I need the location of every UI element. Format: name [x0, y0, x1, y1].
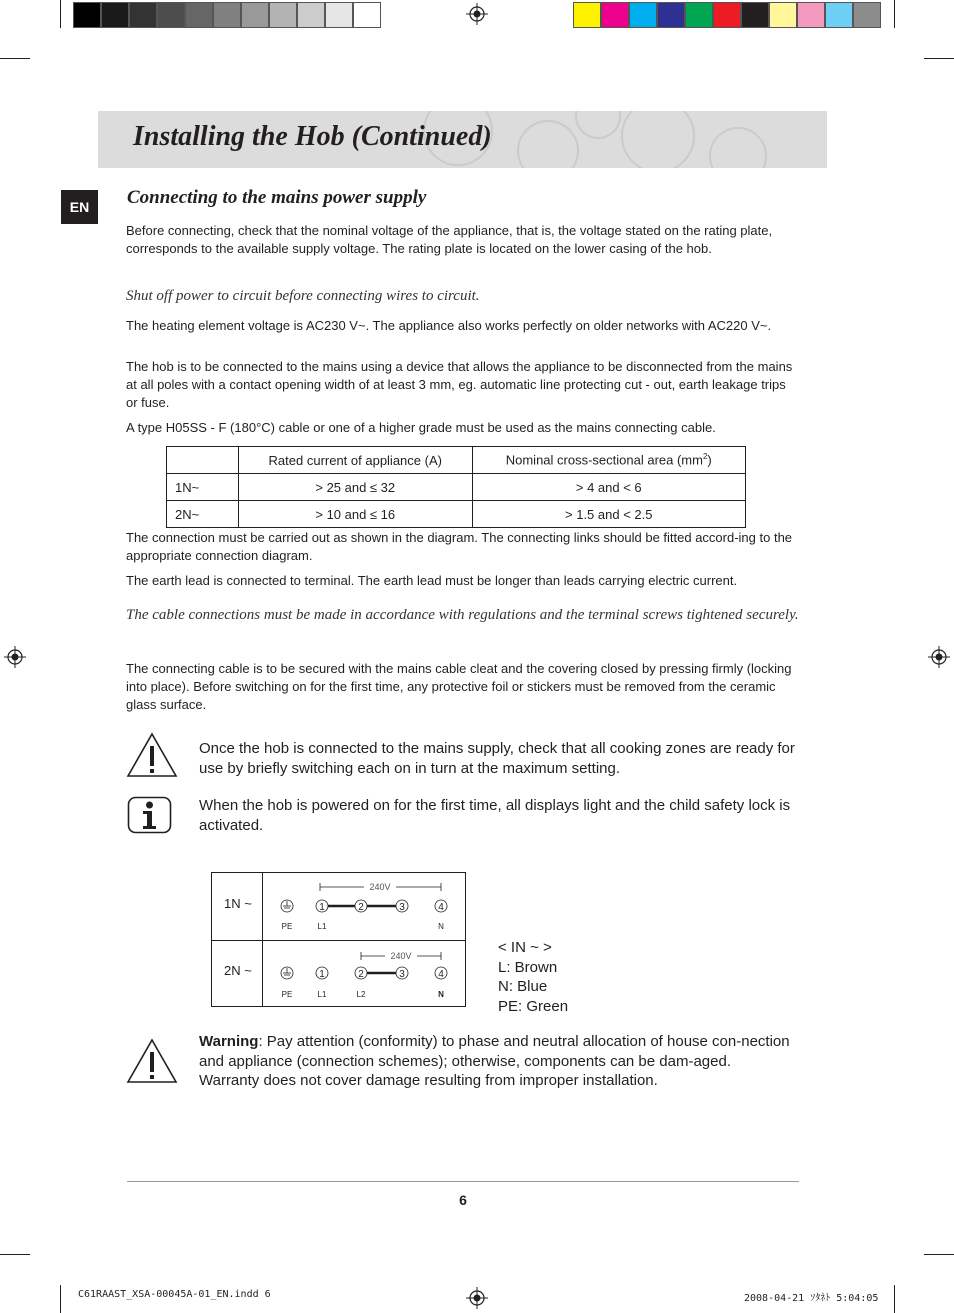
color-swatch: [325, 2, 353, 28]
language-tab: EN: [61, 190, 98, 224]
color-swatch: [825, 2, 853, 28]
warranty-text: Warranty does not cover damage resulting from improper installation.: [199, 1072, 658, 1089]
table-cell: 2N~: [167, 501, 239, 528]
terminal-number: 1: [319, 969, 325, 980]
legend-item: PE: Green: [498, 997, 569, 1015]
table-row: [167, 501, 746, 528]
color-swatch: [685, 2, 713, 28]
terminal-label: L1: [317, 922, 327, 931]
terminal-number: 4: [438, 902, 444, 913]
page-title: Installing the Hob (Continued): [133, 121, 492, 152]
terminal-number: 3: [399, 969, 405, 980]
securing-paragraph: The connecting cable is to be secured with the mains cable cleat and the covering closed by pressing firmly (locking into place). Before switching on for the first time, any protective foil or stickers must be removed from the ceramic glass surface.: [126, 661, 792, 712]
date-slug: 2008-04-21 ｿﾀﾈﾄ 5:04:05: [744, 1293, 879, 1304]
table-header-cell: Nominal cross-sectional area $(mm^2)$: [472, 447, 745, 474]
page-number: 6: [459, 1192, 467, 1208]
table-cell: > 1.5 and < 2.5: [472, 501, 745, 528]
voltage-label: 240V: [369, 882, 391, 892]
wire-color-legend: [498, 938, 568, 1016]
terminal-label: L1: [317, 990, 327, 999]
table-header-row: [167, 447, 746, 474]
legend-item: L: Brown: [498, 958, 558, 976]
registration-mark-icon: [4, 646, 26, 668]
info-callout-text: When the hob is powered on for the first time, all displays light and the child safety lock is activated.: [199, 797, 791, 834]
connection-diagram: [211, 872, 466, 1007]
table-cell: 1N~: [167, 474, 239, 501]
safety-note: Shut off power to circuit before connecting wires to circuit.: [126, 288, 480, 304]
color-swatch: [629, 2, 657, 28]
registration-mark-icon: [928, 646, 950, 668]
disconnect-paragraph: The hob is to be connected to the mains using a device that allows the appliance to be disconnected from the mains at all poles with a contact opening width of at least 3 mm, eg. automatic line protecting cut - out, earth leakage trips or fuse.: [126, 359, 793, 410]
diagram-row-label: 2N ~: [224, 963, 252, 978]
warning-callout-text: [199, 1032, 799, 1091]
registration-mark-icon: [466, 1287, 488, 1309]
terminal-label: PE: [281, 990, 293, 999]
terminal-number: 2: [358, 902, 364, 913]
section-title: Connecting to the mains power supply: [127, 187, 427, 208]
warning-icon: [126, 1038, 178, 1084]
crop-mark: [924, 58, 954, 59]
color-swatch: [769, 2, 797, 28]
color-swatch: [73, 2, 101, 28]
color-swatch: [853, 2, 881, 28]
crop-mark: [894, 1285, 895, 1313]
warning-text: : Pay attention (conformity) to phase and neutral allocation of house con-nection and appliance (connection schemes); otherwise, components can be dam-aged.: [199, 1033, 790, 1070]
regulations-note: The cable connections must be made in accordance with regulations and the terminal screws tightened securely.: [126, 607, 799, 623]
color-swatch: [213, 2, 241, 28]
info-icon: [127, 796, 172, 834]
table-row: [167, 474, 746, 501]
color-swatch: [601, 2, 629, 28]
table-header-cell: [167, 447, 239, 474]
color-swatch: [797, 2, 825, 28]
color-swatch: [657, 2, 685, 28]
crop-mark: [0, 58, 30, 59]
legend-item: N: Blue: [498, 978, 548, 995]
cable-spec-table: [166, 446, 746, 528]
diagram-row-label: 1N ~: [224, 896, 252, 911]
color-swatch: [269, 2, 297, 28]
color-swatch: [297, 2, 325, 28]
legend-title: < IN ~ >: [498, 939, 552, 956]
color-swatch: [353, 2, 381, 28]
color-swatch: [241, 2, 269, 28]
color-swatch: [129, 2, 157, 28]
voltage-paragraph: The heating element voltage is AC230 V~. The appliance also works perfectly on older networks with AC220 V~.: [126, 318, 772, 333]
terminal-label: N: [438, 922, 444, 931]
terminal-number: 2: [358, 969, 364, 980]
crop-mark: [60, 1285, 61, 1313]
table-cell: > 4 and < 6: [472, 474, 745, 501]
table-cell: > 25 and ≤ 32: [239, 474, 473, 501]
terminal-number: 4: [438, 969, 444, 980]
connection-paragraph: The connection must be carried out as shown in the diagram. The connecting links should be fitted accord-ing to the appropriate connection diagram.: [126, 530, 793, 563]
crop-mark: [60, 0, 61, 28]
crop-mark: [0, 1254, 30, 1255]
color-swatch: [573, 2, 601, 28]
color-swatch: [713, 2, 741, 28]
color-swatch: [741, 2, 769, 28]
earth-lead-paragraph: The earth lead is connected to terminal. The earth lead must be longer than leads carrying electric current.: [126, 573, 738, 588]
table-cell: > 10 and ≤ 16: [239, 501, 473, 528]
warning-icon: [126, 732, 178, 778]
terminal-label: N: [438, 990, 444, 999]
wiring-schematic: [263, 873, 465, 1006]
color-swatch: [157, 2, 185, 28]
terminal-number: 3: [399, 902, 405, 913]
footer-divider: [127, 1181, 799, 1182]
table-header-cell: Rated current of appliance (A): [239, 447, 473, 474]
warning-label: Warning: [199, 1033, 259, 1050]
color-swatch: [101, 2, 129, 28]
intro-paragraph: Before connecting, check that the nominal voltage of the appliance, that is, the voltage stated on the rating plate, corresponds to the available supply voltage. The rating plate is located on the lower casing of the hob.: [126, 223, 773, 256]
terminal-label: L2: [356, 990, 366, 999]
voltage-label: 240V: [390, 951, 412, 961]
warning-callout-text: Once the hob is connected to the mains supply, check that all cooking zones are ready for use by briefly switching each on in turn at the maximum setting.: [199, 740, 795, 777]
terminal-label: PE: [281, 922, 293, 931]
crop-mark: [924, 1254, 954, 1255]
crop-mark: [894, 0, 895, 28]
color-swatch: [185, 2, 213, 28]
file-slug: C61RAAST_XSA-00045A-01_EN.indd 6: [78, 1289, 271, 1300]
cable-paragraph: A type H05SS - F (180°C) cable or one of a higher grade must be used as the mains connecting cable.: [126, 420, 716, 435]
terminal-number: 1: [319, 902, 325, 913]
registration-mark-icon: [466, 3, 488, 25]
